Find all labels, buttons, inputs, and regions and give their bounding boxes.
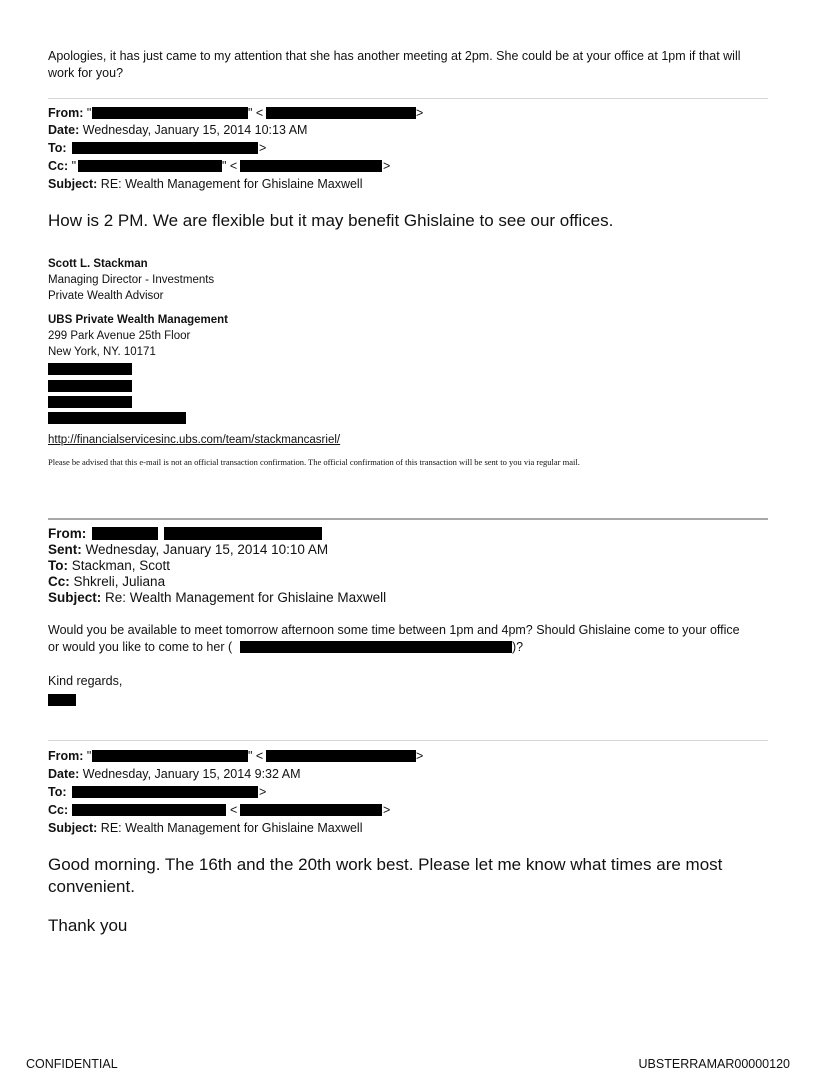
divider xyxy=(48,98,768,99)
email1-body: How is 2 PM. We are flexible but it may benefit Ghislaine to see our offices. xyxy=(48,211,614,230)
redaction xyxy=(240,160,382,172)
signature-disclaimer: Please be advised that this e-mail is not an official transaction confirmation. The official confirmation of this transaction will be sent to you via regular mail. xyxy=(48,457,580,467)
email3-subject: Subject: RE: Wealth Management for Ghislaine Maxwell xyxy=(48,821,363,835)
redaction xyxy=(266,750,416,762)
redaction xyxy=(266,107,416,119)
signature-address-2: New York, NY. 10171 xyxy=(48,346,156,358)
footer-bates-number: UBSTERRAMAR00000120 xyxy=(638,1057,790,1071)
redaction xyxy=(240,804,382,816)
cc-lt: < xyxy=(230,803,238,817)
close-angle: > xyxy=(383,159,391,173)
email2-cc: Cc: Shkreli, Juliana xyxy=(48,574,166,589)
email2-closing: Kind regards, xyxy=(48,674,123,688)
intro-line-2: work for you? xyxy=(48,66,124,80)
email2-body-line-2: or would you like to come to her ( xyxy=(48,640,233,654)
close-angle: > xyxy=(259,785,267,799)
email3-to: To: xyxy=(48,785,67,799)
redaction xyxy=(48,380,132,392)
email3-date: Date: Wednesday, January 15, 2014 9:32 AM xyxy=(48,767,301,781)
from-punct: " < xyxy=(248,106,264,120)
footer-confidential: CONFIDENTIAL xyxy=(26,1057,118,1071)
intro-line-1: Apologies, it has just came to my attention that she has another meeting at 2pm. She could be at your office at 1pm if that will xyxy=(48,49,741,63)
redaction xyxy=(78,160,222,172)
close-angle: > xyxy=(259,141,267,155)
redaction xyxy=(92,107,248,119)
close-angle: > xyxy=(416,749,424,763)
redaction xyxy=(48,694,76,706)
signature-name: Scott L. Stackman xyxy=(48,258,148,270)
email1-cc: Cc: " xyxy=(48,159,77,173)
redaction xyxy=(92,527,158,540)
close-angle: > xyxy=(416,106,424,120)
email2-sent: Sent: Wednesday, January 15, 2014 10:10 AM xyxy=(48,542,329,557)
redaction xyxy=(48,363,132,375)
email3-body-line-1: Good morning. The 16th and the 20th work best. Please let me know what times are most xyxy=(48,855,723,874)
redaction xyxy=(164,527,322,540)
body-close: )? xyxy=(512,640,524,654)
close-angle: > xyxy=(383,803,391,817)
redaction xyxy=(72,142,258,154)
signature-title-2: Private Wealth Advisor xyxy=(48,290,164,302)
email2-body-line-1: Would you be available to meet tomorrow afternoon some time between 1pm and 4pm? Should Ghislaine come to your office xyxy=(48,623,740,637)
email1-to: To: xyxy=(48,141,67,155)
signature-address-1: 299 Park Avenue 25th Floor xyxy=(48,330,191,342)
email3-body-line-2: convenient. xyxy=(48,877,135,896)
email2-to: To: Stackman, Scott xyxy=(48,558,171,573)
redaction xyxy=(72,804,226,816)
email2-from: From: xyxy=(48,526,87,541)
email2-subject: Subject: Re: Wealth Management for Ghislaine Maxwell xyxy=(48,590,387,605)
redaction xyxy=(92,750,248,762)
email1-from: From: " xyxy=(48,106,92,120)
email3-closing: Thank you xyxy=(48,916,128,935)
email3-from: From: " xyxy=(48,749,92,763)
divider xyxy=(48,518,768,520)
from-punct: " < xyxy=(248,749,264,763)
cc-punct: " < xyxy=(222,159,238,173)
redaction xyxy=(48,396,132,408)
divider xyxy=(48,740,768,741)
email1-date: Date: Wednesday, January 15, 2014 10:13 AM xyxy=(48,123,308,137)
signature-company: UBS Private Wealth Management xyxy=(48,314,229,326)
redaction xyxy=(240,641,512,653)
email1-subject: Subject: RE: Wealth Management for Ghislaine Maxwell xyxy=(48,177,363,191)
signature-link[interactable]: http://financialservicesinc.ubs.com/team/stackmancasriel/ xyxy=(48,434,341,446)
redaction xyxy=(72,786,258,798)
redaction xyxy=(48,412,186,424)
signature-title-1: Managing Director - Investments xyxy=(48,274,215,286)
email3-cc: Cc: xyxy=(48,803,69,817)
